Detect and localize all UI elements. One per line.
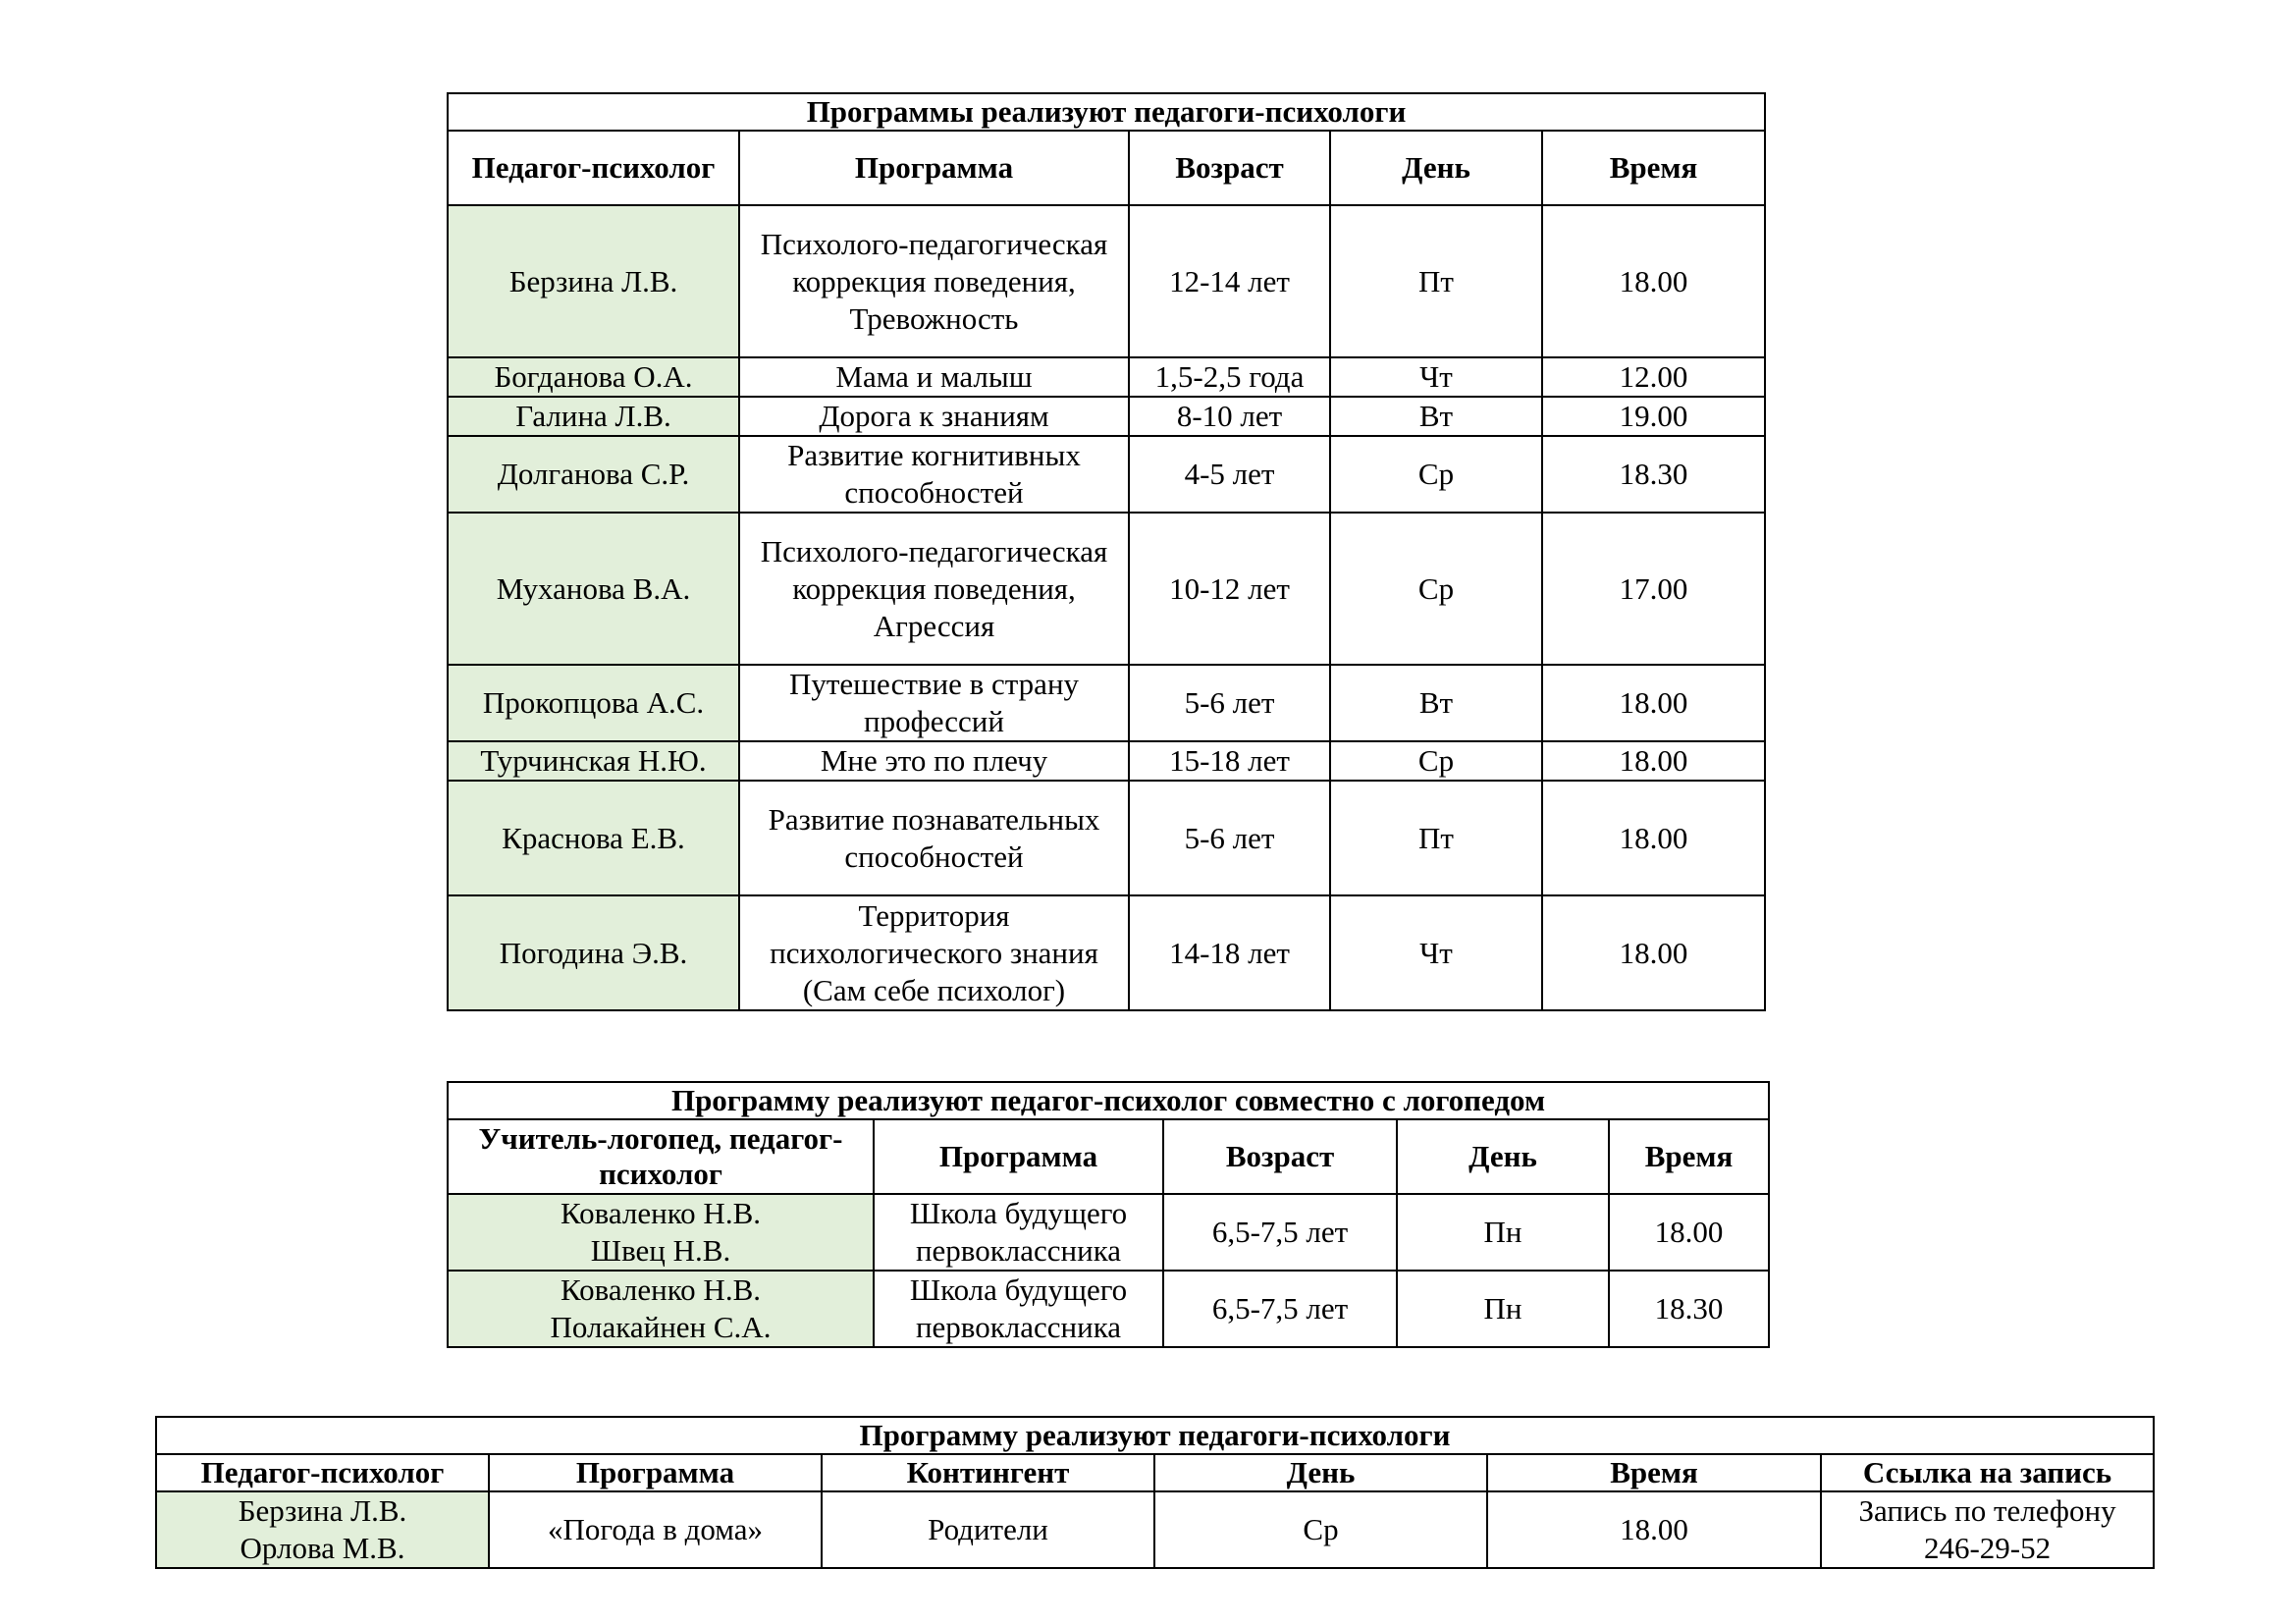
psychologist-names xyxy=(156,1491,489,1568)
column-header-psychologist: Педагог-психолог xyxy=(156,1454,489,1491)
signup-info xyxy=(1821,1491,2154,1568)
psychologist-name: Берзина Л.В. xyxy=(238,1493,407,1528)
session-time: 18.00 xyxy=(1542,741,1765,781)
day-of-week: Пт xyxy=(1330,781,1542,895)
psychologist-name: Краснова Е.В. xyxy=(448,781,739,895)
column-header-contingent: Контингент xyxy=(822,1454,1154,1491)
psychologist-name: Прокопцова А.С. xyxy=(448,665,739,741)
day-of-week: Чт xyxy=(1330,895,1542,1010)
age-range: 6,5-7,5 лет xyxy=(1163,1194,1397,1271)
table-row xyxy=(448,436,1765,513)
day-of-week: Ср xyxy=(1330,741,1542,781)
column-header-program: Программа xyxy=(874,1119,1163,1194)
contingent: Родители xyxy=(822,1491,1154,1568)
day-of-week: Ср xyxy=(1330,513,1542,665)
program-name: Мама и малыш xyxy=(739,357,1129,397)
session-time: 19.00 xyxy=(1542,397,1765,436)
program-name: Территория психологического знания (Сам себе психолог) xyxy=(739,895,1129,1010)
age-range: 1,5-2,5 года xyxy=(1129,357,1330,397)
column-header-time: Время xyxy=(1487,1454,1821,1491)
program-name: Развитие познавательных способностей xyxy=(739,781,1129,895)
specialist-name: Полакайнен С.А. xyxy=(550,1310,772,1344)
session-time: 18.00 xyxy=(1487,1491,1821,1568)
age-range: 6,5-7,5 лет xyxy=(1163,1271,1397,1347)
table-row xyxy=(448,397,1765,436)
table-row xyxy=(156,1491,2154,1568)
column-header-day: День xyxy=(1397,1119,1609,1194)
program-name: Развитие когнитивных способностей xyxy=(739,436,1129,513)
table-row xyxy=(448,781,1765,895)
table-row xyxy=(448,513,1765,665)
day-of-week: Пн xyxy=(1397,1194,1609,1271)
program-name: «Погода в дома» xyxy=(489,1491,822,1568)
psychologist-name: Галина Л.В. xyxy=(448,397,739,436)
table-row xyxy=(448,1194,1769,1271)
age-range: 10-12 лет xyxy=(1129,513,1330,665)
psychologist-name: Погодина Э.В. xyxy=(448,895,739,1010)
column-header-program: Программа xyxy=(489,1454,822,1491)
table-speech-therapist-programs xyxy=(447,1081,1770,1348)
column-header-signup-link: Ссылка на запись xyxy=(1821,1454,2154,1491)
age-range: 5-6 лет xyxy=(1129,781,1330,895)
psychologist-name: Турчинская Н.Ю. xyxy=(448,741,739,781)
specialist-name: Коваленко Н.В. xyxy=(560,1272,761,1307)
age-range: 12-14 лет xyxy=(1129,205,1330,357)
table-row xyxy=(448,357,1765,397)
table-row xyxy=(448,665,1765,741)
session-time: 18.00 xyxy=(1542,781,1765,895)
program-name: Мне это по плечу xyxy=(739,741,1129,781)
session-time: 18.00 xyxy=(1609,1194,1769,1271)
table-row xyxy=(448,895,1765,1010)
age-range: 8-10 лет xyxy=(1129,397,1330,436)
column-header-psychologist: Педагог-психолог xyxy=(448,131,739,205)
session-time: 12.00 xyxy=(1542,357,1765,397)
day-of-week: Вт xyxy=(1330,397,1542,436)
day-of-week: Ср xyxy=(1154,1491,1487,1568)
signup-phone: 246-29-52 xyxy=(1923,1531,2052,1565)
specialist-names xyxy=(448,1194,874,1271)
table-title: Программу реализуют педагог-психолог совместно с логопедом xyxy=(448,1082,1769,1119)
session-time: 18.00 xyxy=(1542,895,1765,1010)
program-name: Школа будущего первоклассника xyxy=(874,1194,1163,1271)
column-header-specialists: Учитель-логопед, педагог-психолог xyxy=(448,1119,874,1194)
day-of-week: Вт xyxy=(1330,665,1542,741)
column-header-age: Возраст xyxy=(1163,1119,1397,1194)
day-of-week: Ср xyxy=(1330,436,1542,513)
program-name: Психолого-педагогическая коррекция поведения, Агрессия xyxy=(739,513,1129,665)
program-name: Школа будущего первоклассника xyxy=(874,1271,1163,1347)
table-row xyxy=(448,1271,1769,1347)
column-header-day: День xyxy=(1154,1454,1487,1491)
session-time: 18.30 xyxy=(1542,436,1765,513)
table-row xyxy=(448,205,1765,357)
column-header-time: Время xyxy=(1609,1119,1769,1194)
table-title: Программу реализуют педагоги-психологи xyxy=(156,1417,2154,1454)
session-time: 18.00 xyxy=(1542,665,1765,741)
signup-label: Запись по телефону xyxy=(1858,1493,2116,1528)
table-title: Программы реализуют педагоги-психологи xyxy=(448,93,1765,131)
specialist-name: Швец Н.В. xyxy=(590,1233,731,1268)
psychologist-name: Муханова В.А. xyxy=(448,513,739,665)
psychologist-name: Орлова М.В. xyxy=(240,1531,405,1565)
specialist-names xyxy=(448,1271,874,1347)
table-parents-programs xyxy=(155,1416,2155,1569)
psychologist-name: Берзина Л.В. xyxy=(448,205,739,357)
session-time: 17.00 xyxy=(1542,513,1765,665)
age-range: 15-18 лет xyxy=(1129,741,1330,781)
column-header-time: Время xyxy=(1542,131,1765,205)
age-range: 4-5 лет xyxy=(1129,436,1330,513)
program-name: Психолого-педагогическая коррекция поведения, Тревожность xyxy=(739,205,1129,357)
day-of-week: Пт xyxy=(1330,205,1542,357)
age-range: 5-6 лет xyxy=(1129,665,1330,741)
psychologist-name: Богданова О.А. xyxy=(448,357,739,397)
specialist-name: Коваленко Н.В. xyxy=(560,1196,761,1230)
day-of-week: Пн xyxy=(1397,1271,1609,1347)
session-time: 18.00 xyxy=(1542,205,1765,357)
table-psychologists-programs xyxy=(447,92,1766,1011)
day-of-week: Чт xyxy=(1330,357,1542,397)
column-header-age: Возраст xyxy=(1129,131,1330,205)
psychologist-name: Долганова С.Р. xyxy=(448,436,739,513)
column-header-program: Программа xyxy=(739,131,1129,205)
column-header-day: День xyxy=(1330,131,1542,205)
program-name: Путешествие в страну профессий xyxy=(739,665,1129,741)
table-row xyxy=(448,741,1765,781)
program-name: Дорога к знаниям xyxy=(739,397,1129,436)
age-range: 14-18 лет xyxy=(1129,895,1330,1010)
session-time: 18.30 xyxy=(1609,1271,1769,1347)
